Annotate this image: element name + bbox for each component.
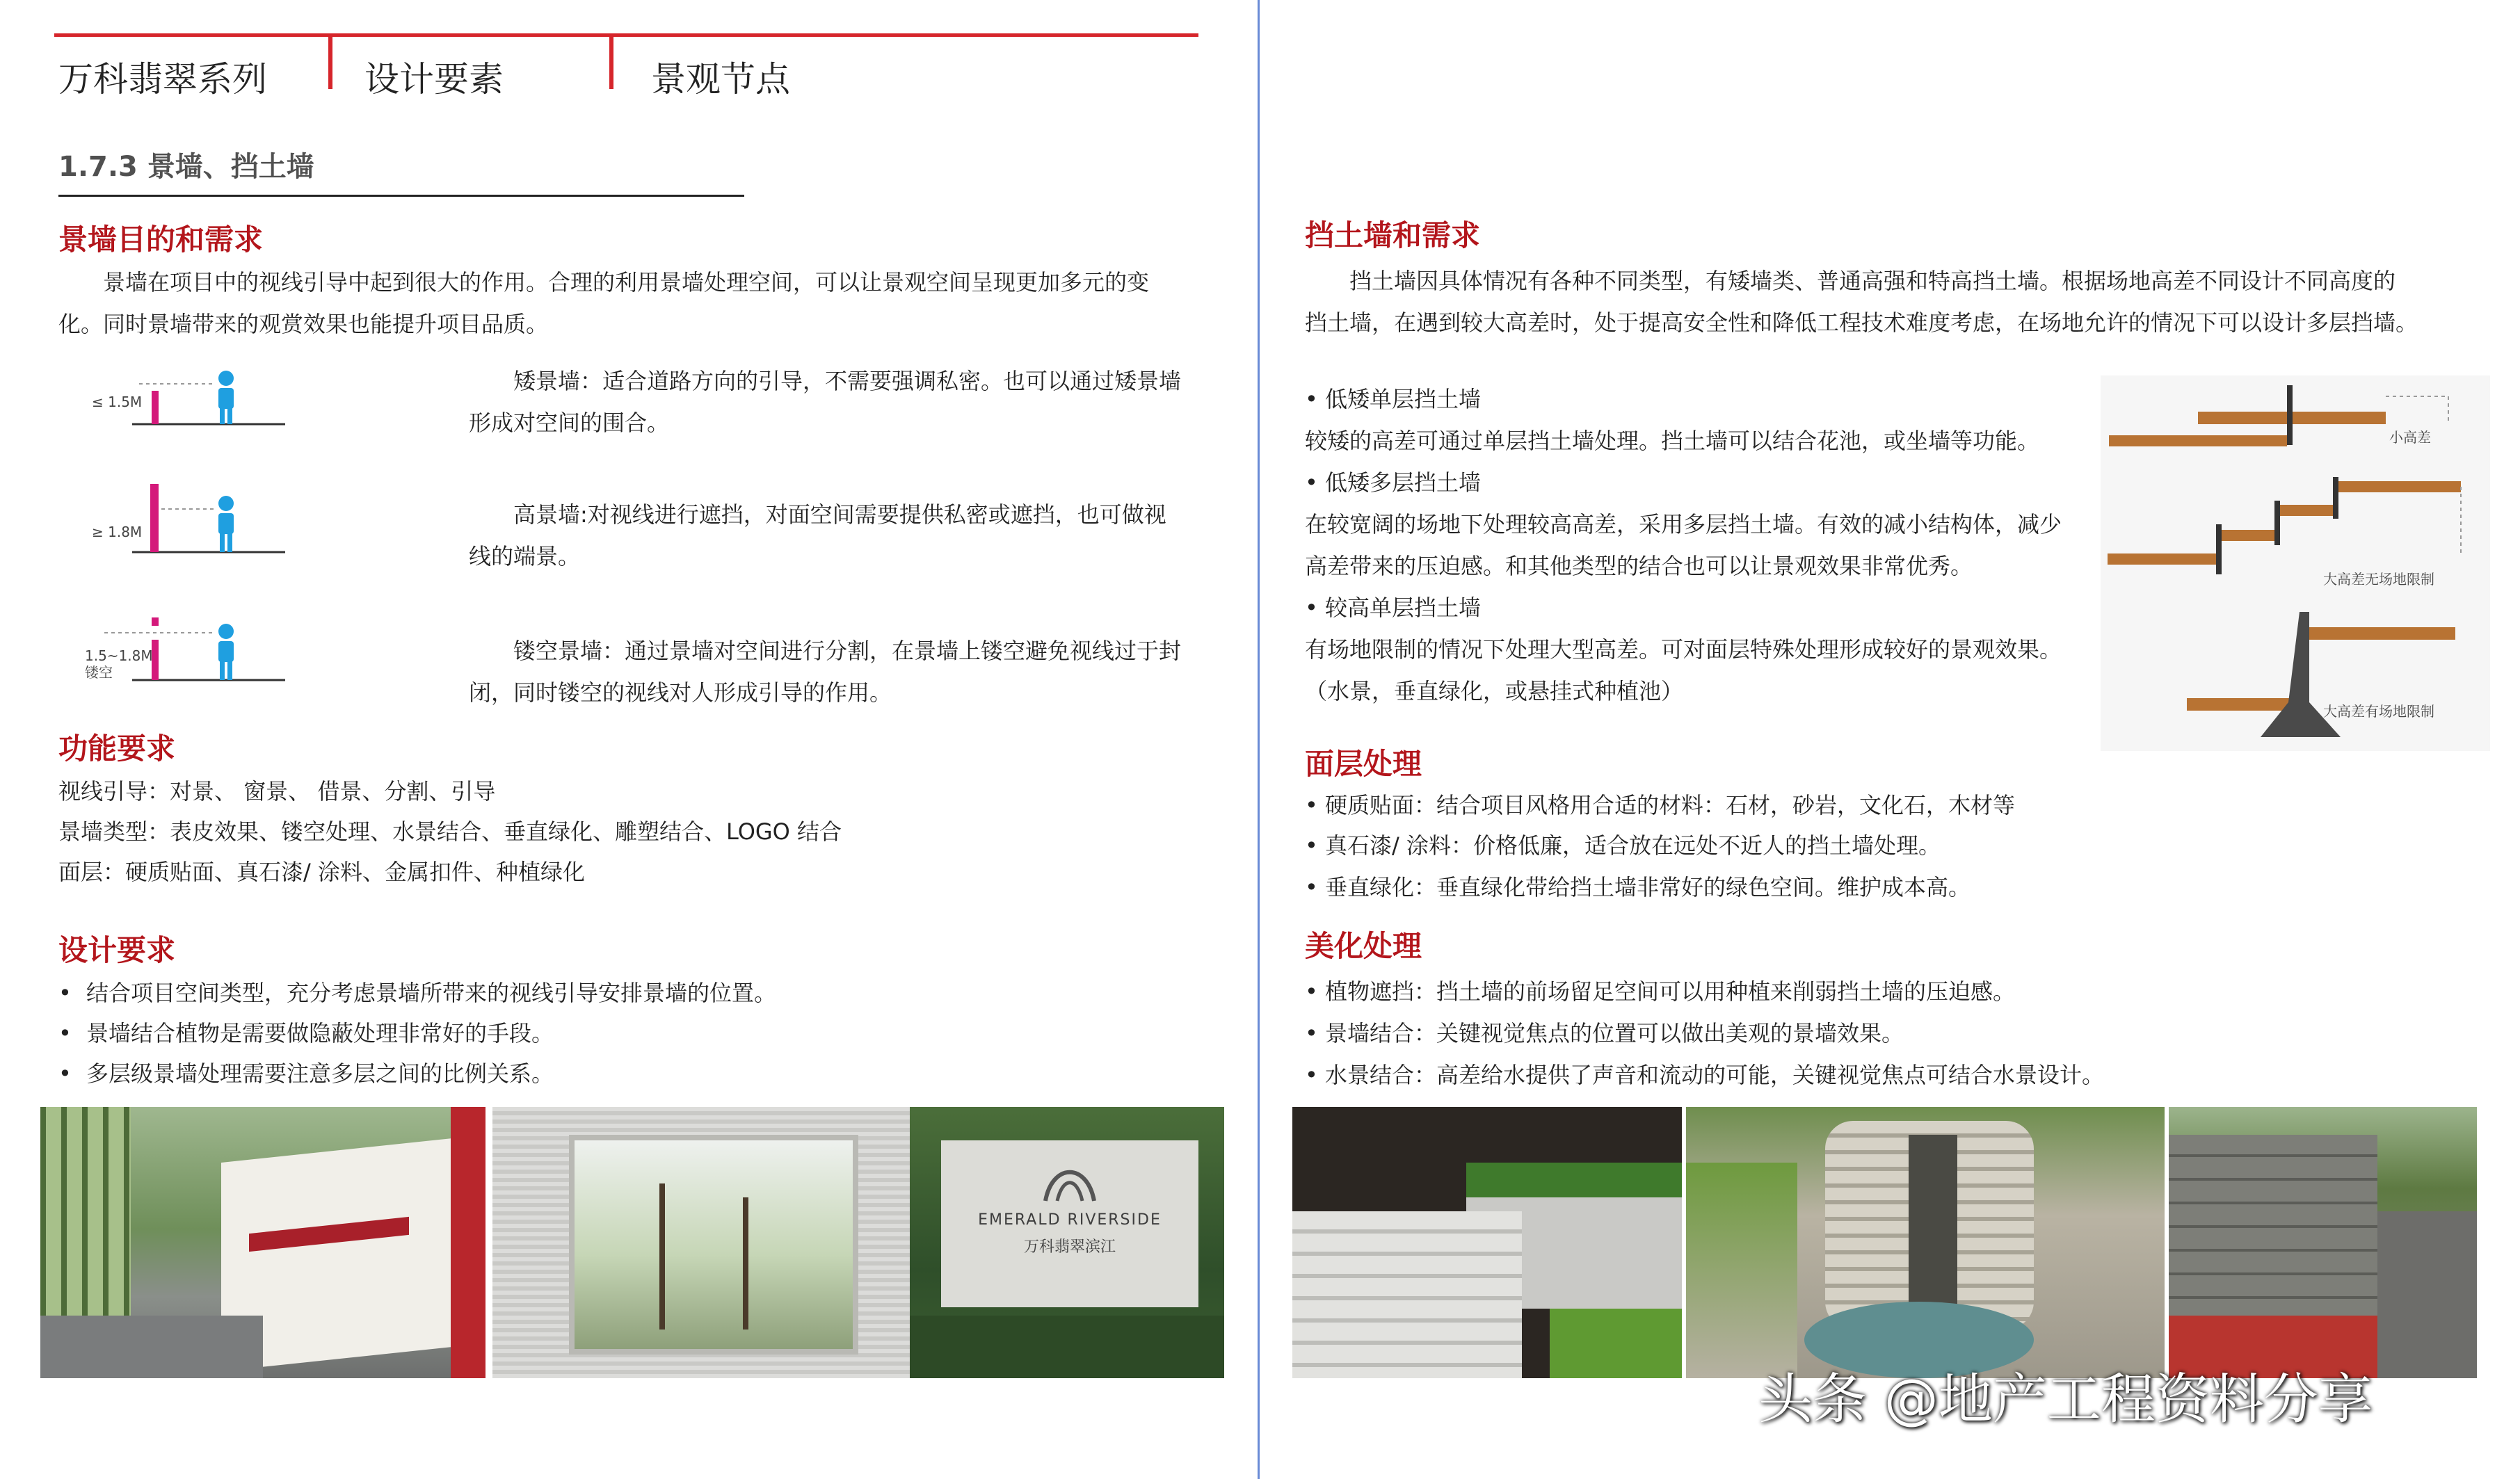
heading-retaining: 挡土墙和需求 xyxy=(1305,218,1481,252)
section-title: 1.7.3 景墙、挡土墙 xyxy=(58,151,314,183)
logo-sign-cn: 万科翡翠滨江 xyxy=(1023,1238,1116,1256)
purpose-line: 化。同时景墙带来的观赏效果也能提升项目品质。 xyxy=(58,311,549,337)
hollow-wall-label-2: 镂空 xyxy=(85,664,113,681)
retaining-type-title: • 低矮多层挡土墙 xyxy=(1305,469,1482,496)
retaining-type-line: （水景，垂直绿化，或悬挂式种植池） xyxy=(1305,678,1684,704)
tall-wall-label: 大高差有场地限制 xyxy=(2323,703,2434,720)
low-wall-diagram xyxy=(92,371,285,424)
retaining-type-title: • 较高单层挡土墙 xyxy=(1305,595,1482,621)
high-wall-diagram xyxy=(92,484,285,552)
section-rule xyxy=(58,195,744,197)
wall-type-hollow-line: 镂空景墙：通过景墙对空间进行分割，在景墙上镂空避免视线过于封 xyxy=(513,638,1182,664)
heading-beautify: 美化处理 xyxy=(1305,929,1422,963)
photo-logo-wall xyxy=(910,1107,1224,1378)
terraced-label: 大高差无场地限制 xyxy=(2323,571,2434,588)
surface-item: • 硬质贴面：结合项目风格用合适的材料：石材，砂岩，文化石，木材等 xyxy=(1305,792,2016,818)
photo-window-wall xyxy=(492,1107,910,1378)
heading-design: 设计要求 xyxy=(58,933,176,967)
retaining-line: 挡土墙，在遇到较大高差时，处于提高安全性和降低工程技术难度考虑，在场地允许的情况下可以设计多层挡墙。 xyxy=(1305,309,2418,336)
low-wall-label: ≤ 1.5M xyxy=(92,394,143,410)
surface-item: • 垂直绿化：垂直绿化带给挡土墙非常好的绿色空间。维护成本高。 xyxy=(1305,874,1971,900)
function-item: 面层：硬质贴面、真石漆/ 涂料、金属扣件、种植绿化 xyxy=(58,859,585,885)
logo-sign-en: EMERALD RIVERSIDE xyxy=(978,1211,1162,1229)
wall-type-low-line: 矮景墙：适合道路方向的引导，不需要强调私密。也可以通过矮景墙 xyxy=(513,368,1182,394)
wall-type-hollow-line: 闭，同时镂空的视线对人形成引导的作用。 xyxy=(469,679,892,706)
photo-steps-wall xyxy=(1292,1107,1682,1378)
heading-purpose: 景墙目的和需求 xyxy=(58,223,264,257)
retaining-type-title: • 低矮单层挡土墙 xyxy=(1305,386,1482,412)
heading-function: 功能要求 xyxy=(58,732,176,766)
photo-waterfall-wall xyxy=(1686,1107,2165,1378)
design-item: 景墙结合植物是需要做隐蔽处理非常好的手段。 xyxy=(86,1020,554,1046)
tab-series[interactable]: 万科翡翠系列 xyxy=(58,59,267,99)
design-item: 结合项目空间类型，充分考虑景墙所带来的视线引导安排景墙的位置。 xyxy=(86,980,777,1006)
purpose-line: 景墙在项目中的视线引导中起到很大的作用。合理的利用景墙处理空间，可以让景观空间呈现更加多元的变 xyxy=(103,269,1150,296)
design-bullet: • xyxy=(58,1020,72,1046)
wall-type-high-line: 线的端景。 xyxy=(469,543,581,569)
beautify-item: • 水景结合：高差给水提供了声音和流动的可能，关键视觉焦点可结合水景设计。 xyxy=(1305,1062,2105,1088)
retaining-type-line: 在较宽阔的场地下处理较高高差，采用多层挡土墙。有效的减小结构体，减少 xyxy=(1305,511,2062,538)
wall-type-high-line: 高景墙:对视线进行遮挡，对面空间需要提供私密或遮挡，也可做视 xyxy=(513,501,1166,528)
heading-surface: 面层处理 xyxy=(1305,747,1422,781)
hollow-wall-diagram xyxy=(85,617,285,681)
design-bullet: • xyxy=(58,1060,72,1087)
header-top-rule xyxy=(54,33,1198,37)
retaining-line: 挡土墙因具体情况有各种不同类型，有矮墙类、普通高强和特高挡土墙。根据场地高差不同设计不同高度的 xyxy=(1349,268,2396,294)
beautify-item: • 植物遮挡：挡土墙的前场留足空间可以用种植来削弱挡土墙的压迫感。 xyxy=(1305,978,2016,1005)
design-bullet: • xyxy=(58,980,72,1006)
small-diff-label: 小高差 xyxy=(2389,429,2431,446)
tab-design-elements[interactable]: 设计要素 xyxy=(364,59,504,99)
surface-item: • 真石漆/ 涂料：价格低廉，适合放在远处不近人的挡土墙处理。 xyxy=(1305,832,1941,859)
function-item: 景墙类型：表皮效果、镂空处理、水景结合、垂直绿化、雕塑结合、LOGO 结合 xyxy=(58,818,842,845)
photo-bamboo-wall xyxy=(40,1107,485,1378)
hollow-wall-label: 1.5~1.8M xyxy=(85,647,153,664)
retaining-type-line: 较矮的高差可通过单层挡土墙处理。挡土墙可以结合花池，或坐墙等功能。 xyxy=(1305,428,2040,454)
function-item: 视线引导：对景、 窗景、 借景、分割、引导 xyxy=(58,778,496,805)
beautify-item: • 景墙结合：关键视觉焦点的位置可以做出美观的景墙效果。 xyxy=(1305,1020,1904,1046)
retaining-wall-diagrams xyxy=(2101,375,2490,751)
logo-mark-icon xyxy=(1042,1156,1098,1204)
design-item: 多层级景墙处理需要注意多层之间的比例关系。 xyxy=(86,1060,554,1087)
watermark-text: 头条 @地产工程资料分享 xyxy=(1758,1368,2373,1431)
tab-divider xyxy=(609,35,613,89)
retaining-type-line: 高差带来的压迫感。和其他类型的结合也可以让景观效果非常优秀。 xyxy=(1305,553,1973,579)
photo-planted-wall xyxy=(2169,1107,2477,1378)
wall-type-low-line: 形成对空间的围合。 xyxy=(469,410,670,436)
wall-height-diagrams xyxy=(83,355,292,716)
high-wall-label: ≥ 1.8M xyxy=(92,524,143,540)
tab-divider xyxy=(328,35,332,89)
tab-landscape-nodes[interactable]: 景观节点 xyxy=(651,59,790,99)
page-divider xyxy=(1258,0,1260,1479)
retaining-type-line: 有场地限制的情况下处理大型高差。可对面层特殊处理形成较好的景观效果。 xyxy=(1305,636,2062,663)
